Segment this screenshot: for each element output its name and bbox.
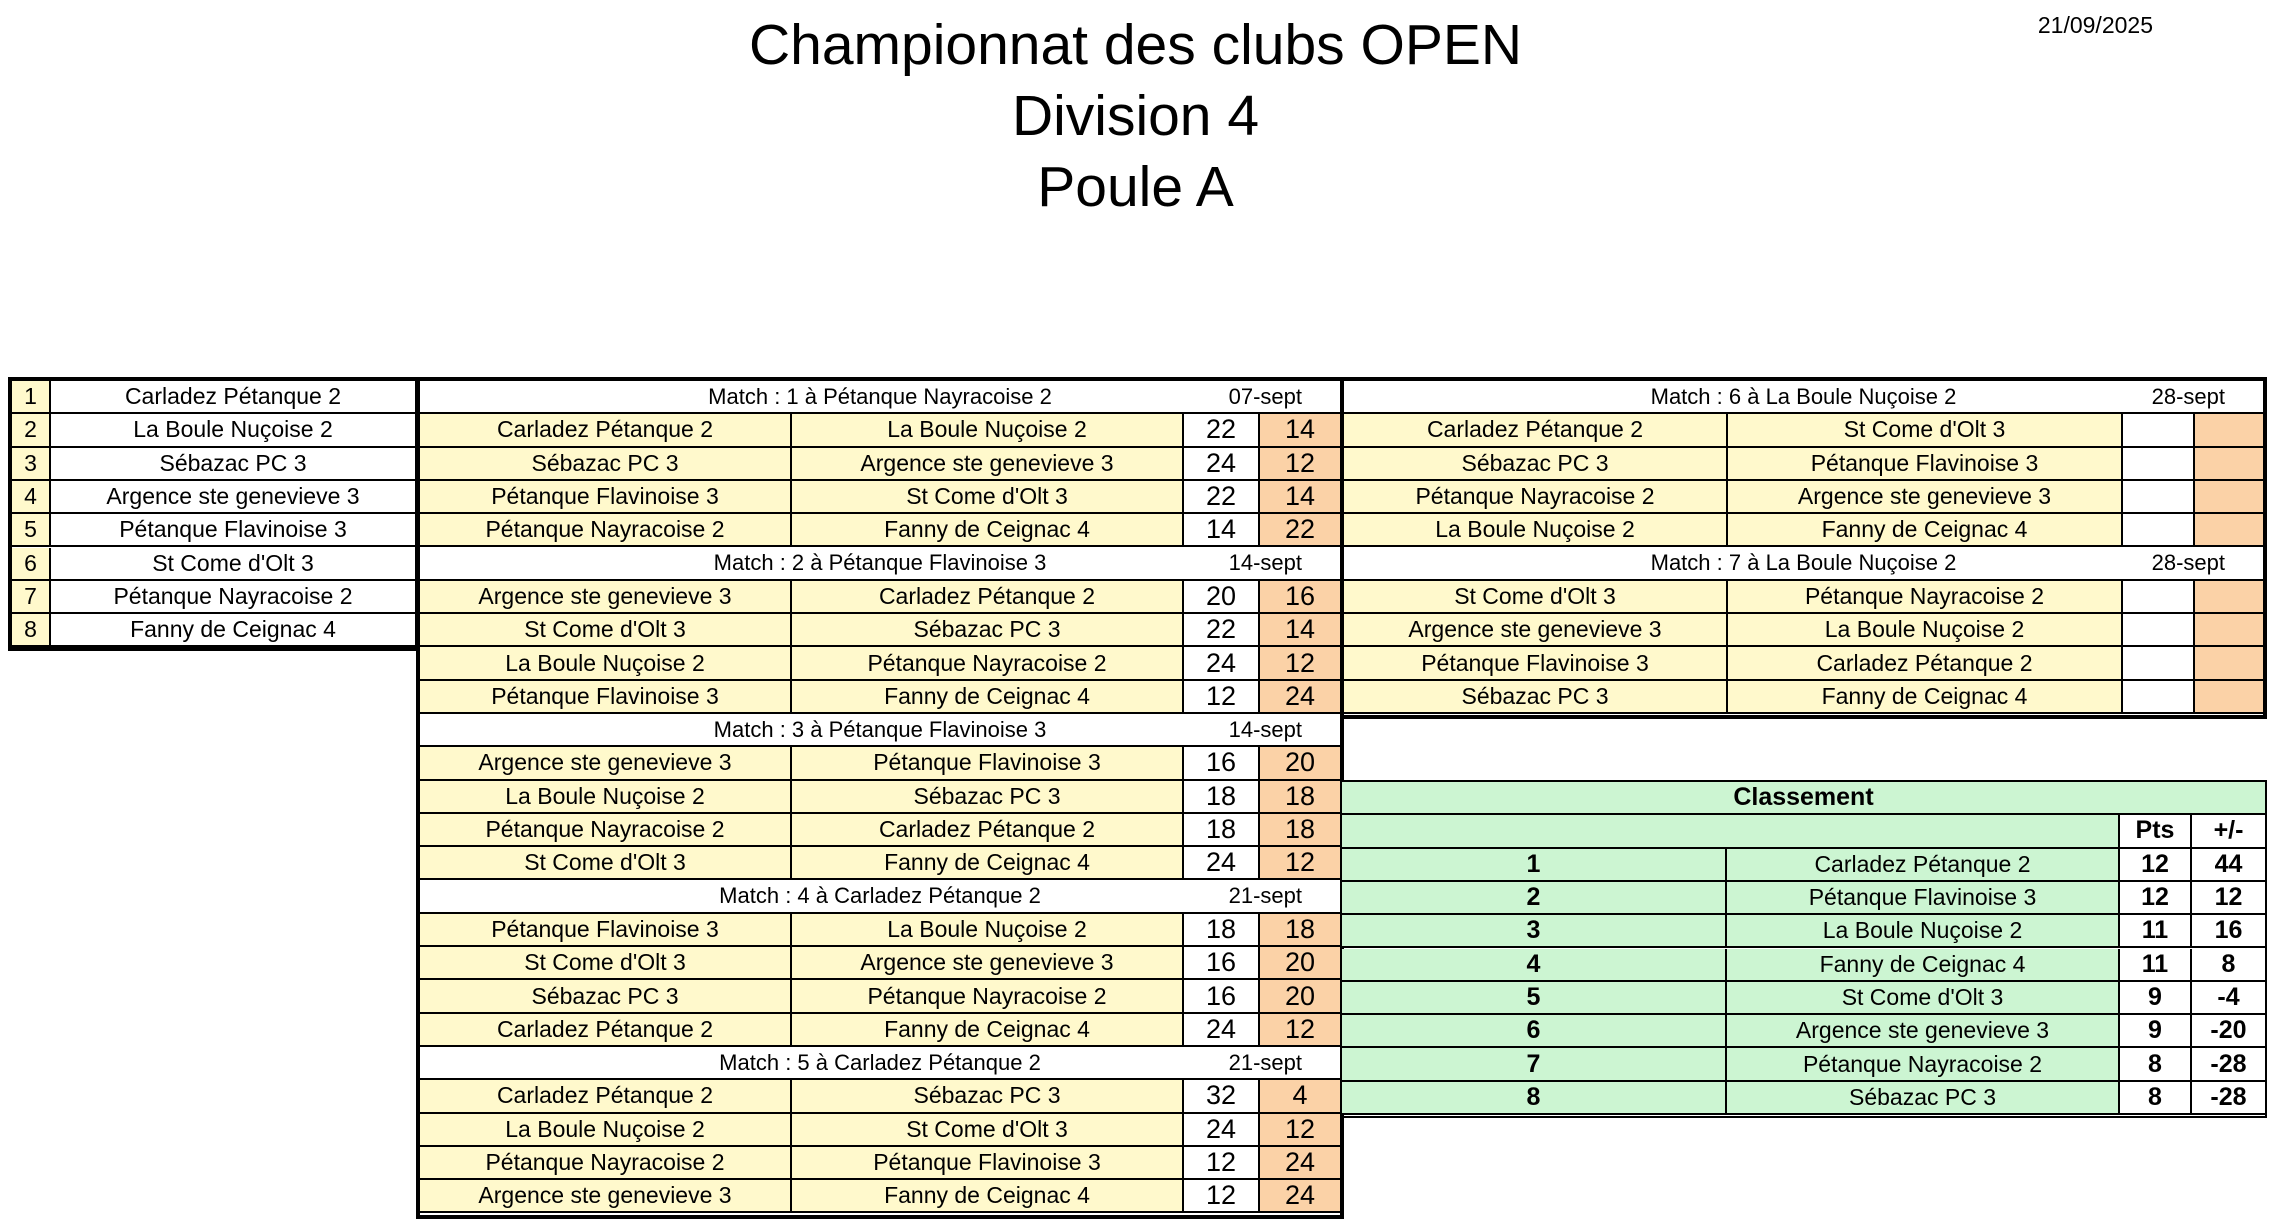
away-team: Pétanque Flavinoise 3	[1728, 448, 2123, 481]
home-score: 20	[1184, 581, 1260, 614]
home-team: La Boule Nuçoise 2	[1344, 514, 1728, 547]
home-team: Sébazac PC 3	[420, 980, 792, 1013]
match-row	[1344, 481, 2263, 514]
team-row	[12, 381, 415, 414]
match-row	[420, 481, 1340, 514]
away-team: Fanny de Ceignac 4	[792, 514, 1184, 547]
home-score	[2123, 581, 2195, 614]
rank-team: La Boule Nuçoise 2	[1727, 915, 2120, 948]
away-score: 14	[1260, 414, 1340, 447]
home-team: Carladez Pétanque 2	[1344, 414, 1728, 447]
home-team: Pétanque Flavinoise 3	[420, 481, 792, 514]
away-score: 20	[1260, 747, 1340, 780]
home-score	[2123, 481, 2195, 514]
home-score: 22	[1184, 414, 1260, 447]
round-date: 14-sept	[1228, 716, 1302, 742]
team-number: 2	[12, 414, 51, 447]
rank-difference: -28	[2192, 1082, 2265, 1115]
round-date: 21-sept	[1228, 883, 1302, 909]
team-name: Argence ste genevieve 3	[51, 481, 415, 514]
home-score: 22	[1184, 481, 1260, 514]
home-score: 24	[1184, 448, 1260, 481]
round-header-cell	[1344, 548, 2263, 581]
round-title: Match : 1 à Pétanque Nayracoise 2	[708, 383, 1052, 409]
rank-points: 12	[2120, 882, 2192, 915]
rank-team: Pétanque Nayracoise 2	[1727, 1048, 2120, 1081]
team-name: Sébazac PC 3	[51, 448, 415, 481]
team-number: 6	[12, 548, 51, 581]
away-team: Carladez Pétanque 2	[1728, 647, 2123, 680]
home-team: St Come d'Olt 3	[420, 847, 792, 880]
round-header	[420, 1047, 1340, 1080]
home-score: 24	[1184, 847, 1260, 880]
rank-points: 8	[2120, 1048, 2192, 1081]
ranking-row	[1342, 982, 2265, 1015]
home-score	[2123, 448, 2195, 481]
rank-team: Fanny de Ceignac 4	[1727, 949, 2120, 982]
rank-number: 5	[1342, 982, 1727, 1015]
home-team: Argence ste genevieve 3	[420, 1180, 792, 1213]
away-score: 12	[1260, 847, 1340, 880]
match-row	[420, 681, 1340, 714]
home-score: 14	[1184, 514, 1260, 547]
round-header-cell	[420, 881, 1340, 914]
away-team: Fanny de Ceignac 4	[792, 1180, 1184, 1213]
team-number: 5	[12, 514, 51, 547]
home-score: 12	[1184, 681, 1260, 714]
rank-number: 1	[1342, 849, 1727, 882]
match-row	[1344, 514, 2263, 547]
away-team: Sébazac PC 3	[792, 781, 1184, 814]
rank-points: 11	[2120, 915, 2192, 948]
team-name: Fanny de Ceignac 4	[51, 614, 415, 647]
away-team: Sébazac PC 3	[792, 1080, 1184, 1113]
title-line-2: Division 4	[1011, 84, 1260, 148]
match-row	[1344, 448, 2263, 481]
away-team: St Come d'Olt 3	[792, 481, 1184, 514]
home-score: 24	[1184, 647, 1260, 680]
team-number: 8	[12, 614, 51, 647]
away-team: Pétanque Flavinoise 3	[792, 747, 1184, 780]
home-team: La Boule Nuçoise 2	[420, 1114, 792, 1147]
away-score	[2195, 481, 2263, 514]
round-header	[420, 881, 1340, 914]
match-row	[420, 1114, 1340, 1147]
home-team: Argence ste genevieve 3	[420, 747, 792, 780]
teams-table	[8, 377, 419, 651]
away-score: 14	[1260, 481, 1340, 514]
ranking-row	[1342, 949, 2265, 982]
rank-number: 2	[1342, 882, 1727, 915]
home-team: La Boule Nuçoise 2	[420, 781, 792, 814]
match-row	[420, 781, 1340, 814]
away-team: Fanny de Ceignac 4	[792, 1014, 1184, 1047]
ranking-row	[1342, 882, 2265, 915]
match-row	[420, 914, 1340, 947]
home-score: 16	[1184, 747, 1260, 780]
rank-difference: 44	[2192, 849, 2265, 882]
home-score: 16	[1184, 947, 1260, 980]
ranking-header-row	[1342, 815, 2265, 848]
away-team: Argence ste genevieve 3	[792, 947, 1184, 980]
home-team: Pétanque Flavinoise 3	[420, 681, 792, 714]
away-score: 22	[1260, 514, 1340, 547]
home-score	[2123, 414, 2195, 447]
match-row	[420, 448, 1340, 481]
round-header-cell	[420, 381, 1340, 414]
team-name: La Boule Nuçoise 2	[51, 414, 415, 447]
round-title: Match : 4 à Carladez Pétanque 2	[719, 883, 1041, 909]
schedule-table-right	[1340, 377, 2267, 719]
ranking-table	[1340, 780, 2267, 1118]
home-team: Sébazac PC 3	[1344, 681, 1728, 714]
away-score: 18	[1260, 914, 1340, 947]
rank-difference: -28	[2192, 1048, 2265, 1081]
away-score: 12	[1260, 1014, 1340, 1047]
home-score: 24	[1184, 1014, 1260, 1047]
rank-number: 6	[1342, 1015, 1727, 1048]
match-row	[420, 1180, 1340, 1213]
away-team: Argence ste genevieve 3	[1728, 481, 2123, 514]
home-team: Pétanque Nayracoise 2	[420, 814, 792, 847]
away-team: St Come d'Olt 3	[792, 1114, 1184, 1147]
schedule-table-left	[416, 377, 1344, 1219]
match-row	[420, 947, 1340, 980]
round-date: 14-sept	[1228, 550, 1302, 576]
rank-points: 9	[2120, 1015, 2192, 1048]
away-score: 20	[1260, 947, 1340, 980]
away-score	[2195, 581, 2263, 614]
team-name: Pétanque Nayracoise 2	[51, 581, 415, 614]
away-score	[2195, 681, 2263, 714]
rank-team: Argence ste genevieve 3	[1727, 1015, 2120, 1048]
round-header-cell	[420, 714, 1340, 747]
rank-difference: 16	[2192, 915, 2265, 948]
away-score: 24	[1260, 1180, 1340, 1213]
away-team: Argence ste genevieve 3	[792, 448, 1184, 481]
away-score: 20	[1260, 980, 1340, 1013]
team-name: Carladez Pétanque 2	[51, 381, 415, 414]
match-row	[420, 747, 1340, 780]
home-team: Argence ste genevieve 3	[420, 581, 792, 614]
team-row	[12, 581, 415, 614]
away-score: 18	[1260, 781, 1340, 814]
round-header-cell	[420, 548, 1340, 581]
away-team: La Boule Nuçoise 2	[792, 414, 1184, 447]
rank-team: Pétanque Flavinoise 3	[1727, 882, 2120, 915]
rank-team: St Come d'Olt 3	[1727, 982, 2120, 1015]
away-score	[2195, 414, 2263, 447]
team-row	[12, 614, 415, 647]
home-score: 12	[1184, 1180, 1260, 1213]
home-team: Carladez Pétanque 2	[420, 414, 792, 447]
round-date: 28-sept	[2151, 550, 2225, 576]
team-number: 4	[12, 481, 51, 514]
away-score	[2195, 647, 2263, 680]
match-row	[1344, 414, 2263, 447]
team-row	[12, 414, 415, 447]
home-team: Sébazac PC 3	[420, 448, 792, 481]
away-score: 4	[1260, 1080, 1340, 1113]
match-row	[420, 1014, 1340, 1047]
rank-points: 8	[2120, 1082, 2192, 1115]
away-team: Pétanque Nayracoise 2	[1728, 581, 2123, 614]
home-team: Pétanque Flavinoise 3	[1344, 647, 1728, 680]
away-team: Fanny de Ceignac 4	[792, 847, 1184, 880]
team-number: 7	[12, 581, 51, 614]
match-row	[1344, 581, 2263, 614]
match-row	[420, 1080, 1340, 1113]
round-title: Match : 3 à Pétanque Flavinoise 3	[713, 716, 1047, 742]
away-score	[2195, 614, 2263, 647]
round-header	[1344, 381, 2263, 414]
rank-points: 12	[2120, 849, 2192, 882]
away-score	[2195, 514, 2263, 547]
home-team: St Come d'Olt 3	[420, 947, 792, 980]
home-score: 12	[1184, 1147, 1260, 1180]
home-score: 32	[1184, 1080, 1260, 1113]
home-score	[2123, 647, 2195, 680]
round-header	[420, 548, 1340, 581]
away-score: 18	[1260, 814, 1340, 847]
ranking-row	[1342, 1048, 2265, 1081]
away-score	[2195, 448, 2263, 481]
away-team: Pétanque Nayracoise 2	[792, 647, 1184, 680]
rank-number: 7	[1342, 1048, 1727, 1081]
round-header	[1344, 548, 2263, 581]
round-header	[420, 714, 1340, 747]
away-team: Fanny de Ceignac 4	[1728, 514, 2123, 547]
home-team: Carladez Pétanque 2	[420, 1080, 792, 1113]
ranking-header-blank	[1342, 815, 2120, 848]
ranking-row	[1342, 849, 2265, 882]
home-team: Pétanque Nayracoise 2	[1344, 481, 1728, 514]
home-team: Carladez Pétanque 2	[420, 1014, 792, 1047]
match-row	[1344, 647, 2263, 680]
rank-number: 3	[1342, 915, 1727, 948]
difference-header: +/-	[2192, 815, 2265, 848]
match-row	[420, 1147, 1340, 1180]
home-team: Sébazac PC 3	[1344, 448, 1728, 481]
home-score: 22	[1184, 614, 1260, 647]
ranking-row	[1342, 1082, 2265, 1115]
away-score: 16	[1260, 581, 1340, 614]
home-score: 18	[1184, 814, 1260, 847]
rank-points: 11	[2120, 949, 2192, 982]
away-team: La Boule Nuçoise 2	[792, 914, 1184, 947]
document-date: 21/09/2025	[2037, 12, 2153, 38]
ranking-row	[1342, 915, 2265, 948]
team-number: 3	[12, 448, 51, 481]
round-header-cell	[1344, 381, 2263, 414]
home-team: Pétanque Nayracoise 2	[420, 514, 792, 547]
round-date: 28-sept	[2151, 383, 2225, 409]
page-title	[0, 10, 2271, 223]
match-row	[420, 414, 1340, 447]
rank-difference: 12	[2192, 882, 2265, 915]
away-team: Pétanque Nayracoise 2	[792, 980, 1184, 1013]
match-row	[420, 847, 1340, 880]
round-date: 21-sept	[1228, 1049, 1302, 1075]
away-team: Carladez Pétanque 2	[792, 581, 1184, 614]
home-score: 18	[1184, 781, 1260, 814]
team-row	[12, 448, 415, 481]
team-row	[12, 481, 415, 514]
away-team: St Come d'Olt 3	[1728, 414, 2123, 447]
away-score: 12	[1260, 1114, 1340, 1147]
round-header-cell	[420, 1047, 1340, 1080]
rank-number: 8	[1342, 1082, 1727, 1115]
match-row	[1344, 681, 2263, 714]
rank-team: Carladez Pétanque 2	[1727, 849, 2120, 882]
team-row	[12, 548, 415, 581]
ranking-title: Classement	[1342, 782, 2265, 815]
round-header	[420, 381, 1340, 414]
away-score: 12	[1260, 448, 1340, 481]
ranking-title-row	[1342, 782, 2265, 815]
home-score: 16	[1184, 980, 1260, 1013]
home-score	[2123, 681, 2195, 714]
title-line-1: Championnat des clubs OPEN	[748, 13, 1523, 77]
away-score: 24	[1260, 681, 1340, 714]
match-row	[420, 814, 1340, 847]
away-team: La Boule Nuçoise 2	[1728, 614, 2123, 647]
team-number: 1	[12, 381, 51, 414]
away-team: Pétanque Flavinoise 3	[792, 1147, 1184, 1180]
round-date: 07-sept	[1228, 383, 1302, 409]
home-score: 18	[1184, 914, 1260, 947]
points-header: Pts	[2120, 815, 2192, 848]
home-team: Pétanque Flavinoise 3	[420, 914, 792, 947]
home-team: Pétanque Nayracoise 2	[420, 1147, 792, 1180]
away-score: 24	[1260, 1147, 1340, 1180]
home-team: Argence ste genevieve 3	[1344, 614, 1728, 647]
away-team: Carladez Pétanque 2	[792, 814, 1184, 847]
home-team: La Boule Nuçoise 2	[420, 647, 792, 680]
home-team: St Come d'Olt 3	[1344, 581, 1728, 614]
match-row	[420, 514, 1340, 547]
rank-team: Sébazac PC 3	[1727, 1082, 2120, 1115]
home-score: 24	[1184, 1114, 1260, 1147]
team-row	[12, 514, 415, 547]
away-score: 14	[1260, 614, 1340, 647]
away-team: Sébazac PC 3	[792, 614, 1184, 647]
away-score: 12	[1260, 647, 1340, 680]
match-row	[420, 980, 1340, 1013]
rank-difference: -20	[2192, 1015, 2265, 1048]
away-team: Fanny de Ceignac 4	[1728, 681, 2123, 714]
team-name: St Come d'Olt 3	[51, 548, 415, 581]
rank-number: 4	[1342, 949, 1727, 982]
round-title: Match : 2 à Pétanque Flavinoise 3	[713, 550, 1047, 576]
rank-difference: -4	[2192, 982, 2265, 1015]
round-title: Match : 6 à La Boule Nuçoise 2	[1650, 383, 1957, 409]
team-name: Pétanque Flavinoise 3	[51, 514, 415, 547]
home-team: St Come d'Olt 3	[420, 614, 792, 647]
rank-points: 9	[2120, 982, 2192, 1015]
away-team: Fanny de Ceignac 4	[792, 681, 1184, 714]
round-title: Match : 7 à La Boule Nuçoise 2	[1650, 550, 1957, 576]
round-title: Match : 5 à Carladez Pétanque 2	[719, 1049, 1041, 1075]
match-row	[420, 614, 1340, 647]
home-score	[2123, 514, 2195, 547]
match-row	[420, 647, 1340, 680]
title-line-3: Poule A	[1037, 155, 1234, 219]
match-row	[1344, 614, 2263, 647]
rank-difference: 8	[2192, 949, 2265, 982]
home-score	[2123, 614, 2195, 647]
match-row	[420, 581, 1340, 614]
ranking-row	[1342, 1015, 2265, 1048]
